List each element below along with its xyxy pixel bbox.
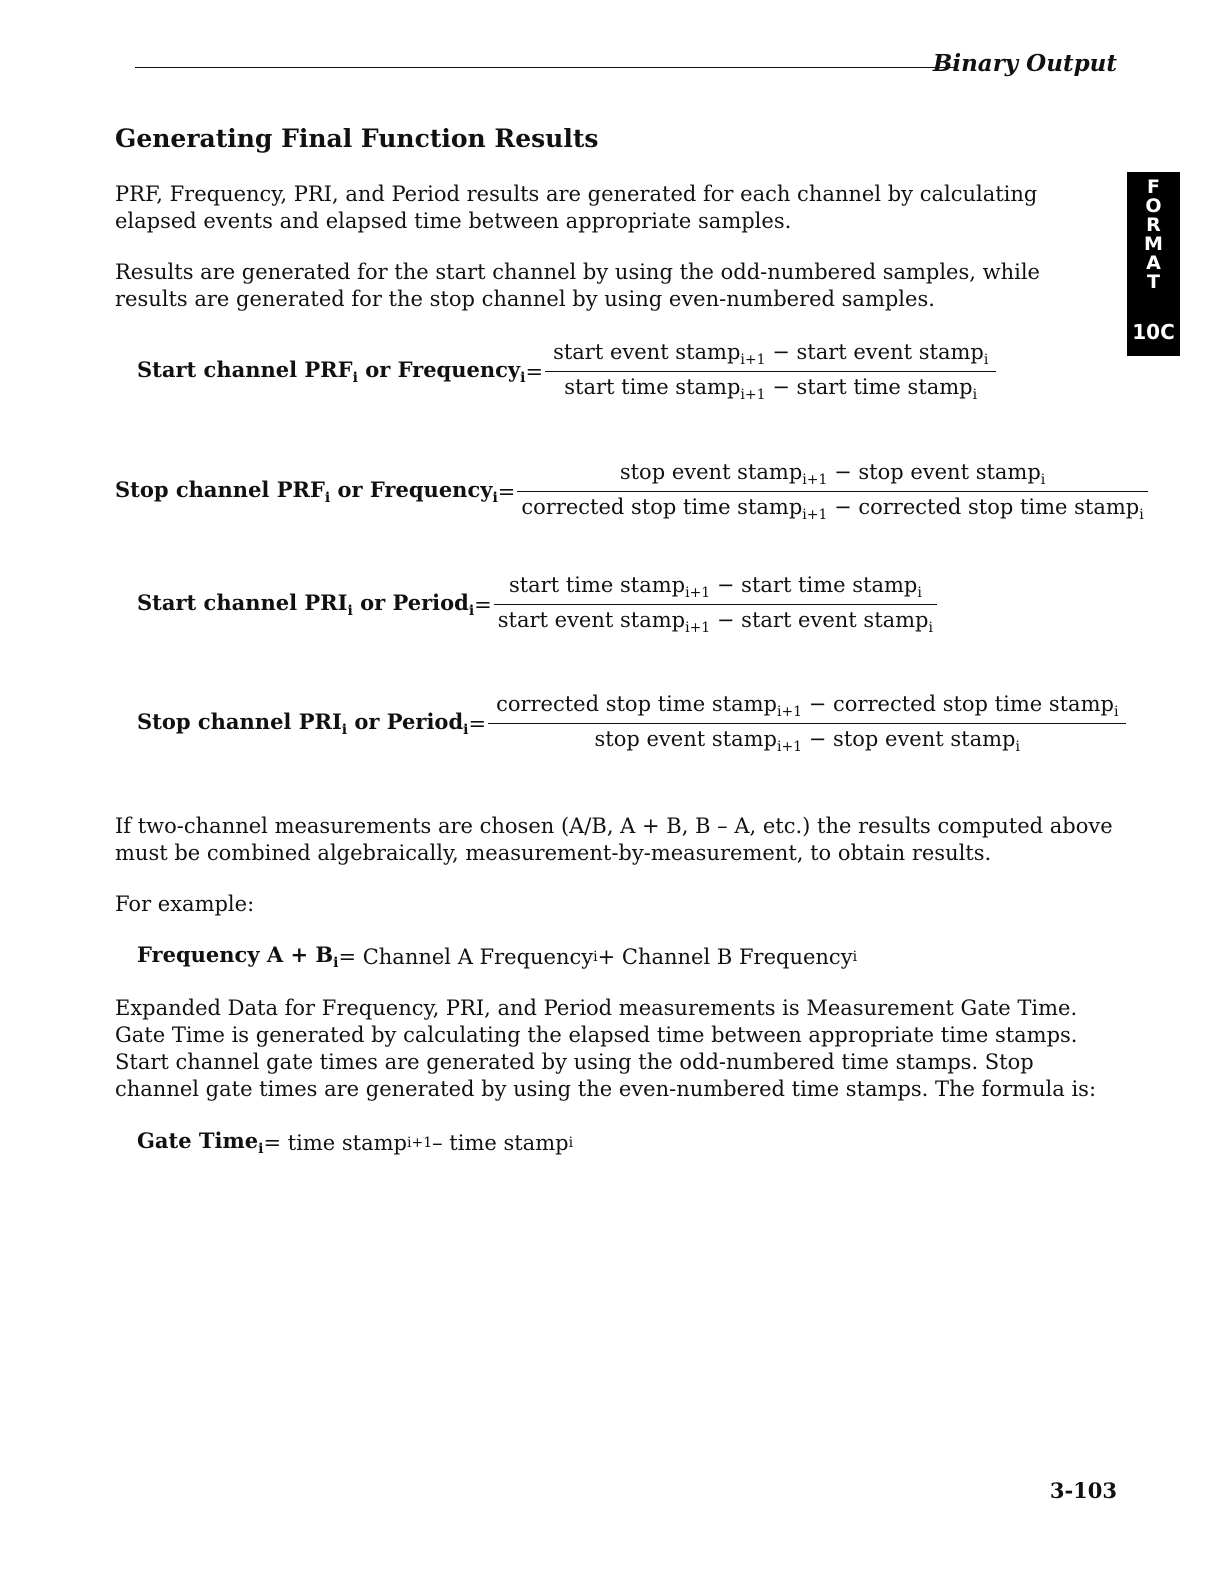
denominator: start event stamp$_{i+1}$ − start event stamp$_i$ <box>497 608 933 637</box>
equation-label: Stop channel $PRF_i$ or Frequency$_i$ <box>115 477 498 507</box>
equation-label: Start channel $PRI_i$ or Period$_i$ <box>137 590 475 620</box>
header-rule <box>135 67 955 68</box>
equation-2: Stop channel $PRF_i$ or Frequency$_i$ = $\frac{stop event stamp_{i+1} - stop event stamp_i}{corrected stop time stamp_{i+1} - corrected stop time stamp_i}$ <box>115 460 1144 523</box>
numerator: start time stamp$_{i+1}$ − start time stamp$_i$ <box>494 573 937 605</box>
denominator: start time stamp$_{i+1}$ − start time stamp$_i$ <box>564 375 978 404</box>
numerator: start event stamp$_{i+1}$ − start event stamp$_i$ <box>545 340 996 372</box>
for-example: For example: <box>115 892 255 916</box>
denominator: corrected stop time stamp$_{i+1}$ − corrected stop time stamp$_i$ <box>521 495 1144 524</box>
section-tab-code: 10C <box>1132 320 1175 344</box>
fraction <box>492 692 1122 755</box>
paragraph-2: Results are generated for the start channel by using the odd-numbered samples, while results are generated for the stop channel by using even-numbered samples. <box>115 260 1040 311</box>
fraction <box>549 340 992 403</box>
section-title: Generating Final Function Results <box>115 124 599 153</box>
numerator: stop event stamp$_{i+1}$ − stop event stamp$_i$ <box>517 460 1147 492</box>
equation-label: Stop channel $PRI_i$ or Period$_i$ <box>137 709 469 739</box>
equation-label: Start channel $PRF_i$ or Frequency$_i$ <box>137 357 526 387</box>
example-equation: Frequency $A + B_i$ = Channel A Frequency i + Channel B Frequency i <box>137 942 858 972</box>
fraction <box>521 460 1143 523</box>
paragraph-4: Expanded Data for Frequency, PRI, and Period measurements is Measurement Gate Time. Gate Time is generated by calculating the elapsed time between appropriate time stamps. Start channel gate times are generated by using the odd-numbered time stamps. Stop channel gate times are generated by using the even-numbered time stamps. The formula is: <box>115 996 1097 1101</box>
gate-time-equation: Gate Time$_i$ = time stamp i+1 – time stamp i <box>137 1128 574 1158</box>
paragraph-1: PRF, Frequency, PRI, and Period results are generated for each channel by calculating elapsed events and elapsed time between appropriate samples. <box>115 182 1038 233</box>
section-tab <box>1127 172 1180 356</box>
denominator: stop event stamp$_{i+1}$ − stop event stamp$_i$ <box>594 727 1020 756</box>
equation-4: Stop channel $PRI_i$ or Period$_i$ = $\frac{corrected stop time stamp_{i+1} - corrected stop time stamp_i}{stop event stamp_{i+1} - stop event stamp_i}$ <box>137 692 1122 755</box>
page-number: 3-103 <box>1049 1478 1117 1503</box>
fraction <box>498 573 933 636</box>
equation-1: Start channel $PRF_i$ or Frequency$_i$ = $\frac{start event stamp_{i+1} - start event stamp_i}{start time stamp_{i+1} - start time stamp_i}$ <box>137 340 992 403</box>
paragraph-3: If two-channel measurements are chosen (A/B, A + B, B – A, etc.) the results computed above must be combined algebraically, measurement-by-measurement, to obtain results. <box>115 814 1113 865</box>
equation-3: Start channel $PRI_i$ or Period$_i$ = $\frac{start time stamp_{i+1} - start time stamp_i}{start event stamp_{i+1} - start event stamp_i}$ <box>137 573 933 636</box>
section-tab-letters: F O R M A T <box>1144 176 1163 293</box>
running-header: Binary Output <box>932 50 1117 77</box>
numerator: corrected stop time stamp$_{i+1}$ − corrected stop time stamp$_i$ <box>488 692 1126 724</box>
